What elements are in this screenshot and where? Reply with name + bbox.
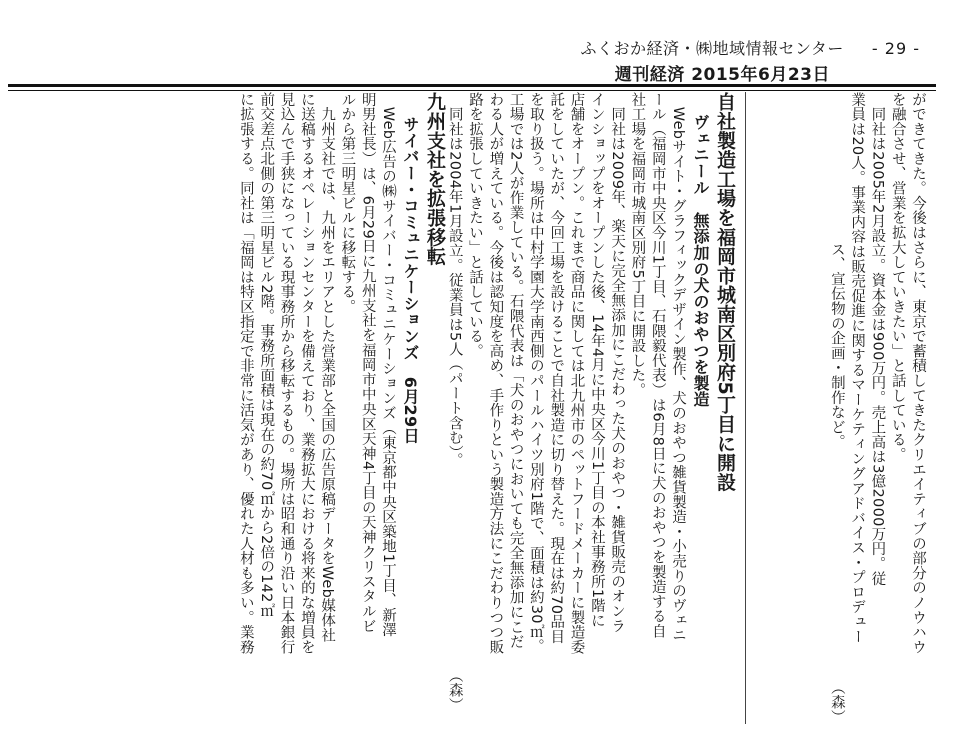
article-subheadline: サイバー・コミュニケーションズ 6月29日 bbox=[401, 116, 420, 444]
author-credit: （森） bbox=[446, 667, 463, 712]
article-venir bbox=[444, 92, 738, 724]
author-credit: （森） bbox=[828, 679, 845, 724]
article-subheadline: ヴェニール 無添加の犬のおやつを製造 bbox=[691, 114, 710, 408]
publisher-header bbox=[581, 36, 920, 59]
body-line: 店舗をオープン。これまで商品に関しては北九州市のペットフードメーカーに製造委 bbox=[568, 92, 585, 655]
body-line: 前交差点北側の第三明星ビル2階。事務所面積は現在の約70㎡から2倍の142㎡ bbox=[258, 92, 275, 618]
body-line: 業員は20人。事業内容は販売促進に関するマーケティングアドバイス・プロデュー bbox=[849, 92, 866, 644]
page-number: - 29 - bbox=[871, 39, 920, 58]
article-headline: 自社製造工場を福岡市城南区別府5丁目に開設 bbox=[714, 92, 736, 492]
header-divider bbox=[8, 84, 936, 91]
article-cyber bbox=[236, 92, 448, 724]
body-text: ス、宣伝物の企画・制作など。 bbox=[828, 242, 845, 450]
column-divider bbox=[745, 92, 746, 724]
body-line: 社工場を福岡市城南区別府5丁目に開設した。 bbox=[629, 92, 646, 398]
body-line: Web広告の㈱サイバー・コミュニケーションズ（東京都中央区築地1丁目、新澤 bbox=[380, 92, 396, 638]
body-line: 見込んで手狭になっている現事務所から移転するもの。場所は昭和通り沿い日本銀行 bbox=[278, 92, 295, 655]
body-line: 同社は2009年、楽天に完全無添加にこだわった犬のおやつ・雑貨販売のオンラ bbox=[609, 92, 626, 634]
body-line: インショップをオープンした後、14年4月に中央区今川1丁目の本社事務所1階に bbox=[588, 92, 605, 629]
publisher-name: ふくおか経済・㈱地域情報センター bbox=[580, 39, 844, 58]
body-line: 九州支社では、九州をエリアとした営業部と全国の広告原稿データをWeb媒体社 bbox=[319, 92, 336, 643]
body-line: ができてきた。今後はさらに、東京で蓄積してきたクリエイティブの部分のノウハウ bbox=[910, 92, 926, 655]
body-line: Webサイト・グラフィックデザイン製作、犬のおやつ雑貨製造・小売りのヴェニ bbox=[670, 92, 686, 643]
body-text: 同社は2004年1月設立。従業員は5人（パート含む）。 bbox=[446, 92, 463, 468]
body-line: を取り扱う。場所は中村学園大学南西側のパールハイツ別府1階で、面積は約30㎡。 bbox=[527, 92, 544, 654]
body-line: ルから第三明星ビルに移転する。 bbox=[339, 92, 356, 314]
article-headline: 九州支社を拡張移転 bbox=[424, 92, 446, 266]
article-continued bbox=[827, 92, 928, 724]
body-line: 路を拡張していきたい」と話している。 bbox=[467, 92, 484, 359]
body-line bbox=[827, 92, 847, 724]
body-line: に送稿するオペレーションセンターを備えており、業務拡大における将来的な増員を bbox=[298, 92, 315, 655]
body-line: 工場では2人が作業している。石隈代表は「犬のおやつにおいても完全無添加にこだ bbox=[507, 92, 524, 650]
body-line: 明男社長）は、6月29日に九州支社を福岡市中央区天神4丁目の天神クリスタルビ bbox=[359, 92, 376, 634]
issue-date: 週刊経済 2015年6月23日 bbox=[614, 65, 830, 85]
body-line: を融合させ、営業を拡大していきたい」と話している。 bbox=[889, 92, 906, 462]
body-line: 同社は2005年2月設立。資本金は900万円。売上高は3億2000万円。従 bbox=[869, 92, 886, 586]
body-line: わる人が増えている。今後は認知度を高め、手作りという製造方法にこだわりつつ販 bbox=[487, 92, 504, 655]
body-line: に拡張する。同社は「福岡は特区指定で非常に活気があり、優れた人材も多い。業務 bbox=[237, 92, 254, 655]
body-line: ール（福岡市中央区今川1丁目、石隈毅代表）は6月8日に犬のおやつを製造する自 bbox=[649, 92, 666, 639]
body-line: 託をしていたが、今回工場を設けることで自社製造に切り替えた。現在は約70品目 bbox=[548, 92, 565, 644]
